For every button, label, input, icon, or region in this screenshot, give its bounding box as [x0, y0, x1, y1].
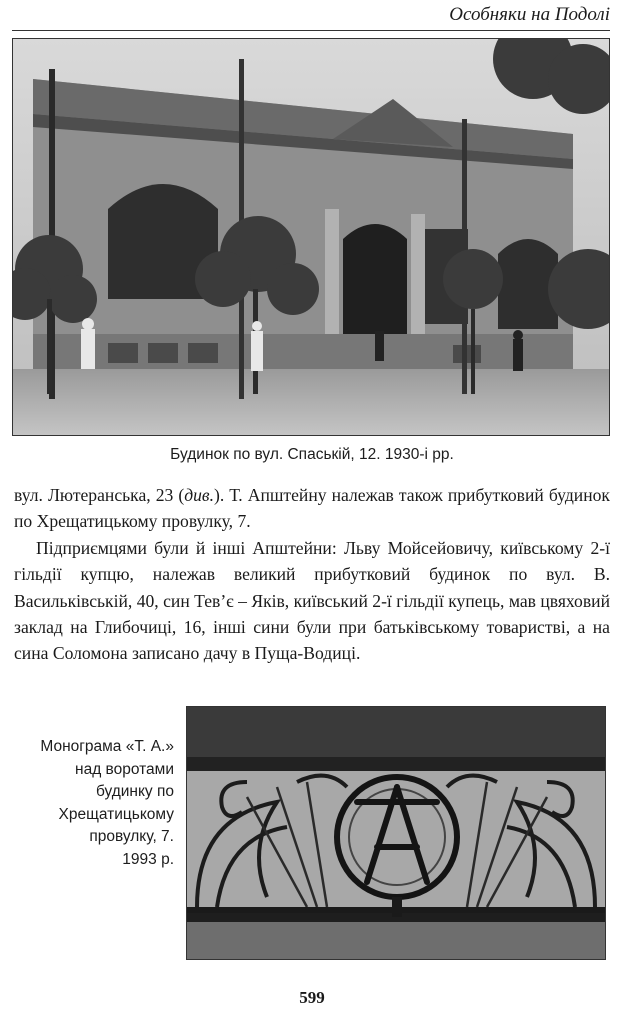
monogram-photo-drawing	[187, 707, 605, 959]
monogram-caption-line: провулку, 7.	[89, 828, 174, 845]
header-rule	[12, 30, 610, 31]
monogram-photo	[186, 706, 606, 960]
mansion-photo-drawing	[13, 39, 609, 435]
paragraph-1	[14, 482, 610, 535]
paragraph-1-start: вул. Лютеранська, 23 (	[14, 485, 185, 505]
photo-caption: Будинок по вул. Спаській, 12. 1930-і рр.	[170, 446, 454, 463]
paragraph-1-end: ). Т. Апштейну належав також прибутковий будинок по Хрещатицькому провулку, 7.	[14, 485, 610, 532]
running-header: Особняки на Подолі	[449, 4, 610, 25]
monogram-caption	[12, 736, 174, 871]
paragraph-2: Підприємцями були й інші Апштейни: Льву Мойсейовичу, київському 2-ї гільдії купцю, належав великий прибутковий будинок по вул. В. Васильківській, 40, син Тев’є – Яків, київський 2-ї гільдії купець, мав цвяховий заклад на Глибочиці, 16, інші сини були при батьківському товаристві, а на сина Соломона записано дачу в Пуща-Водиці.	[14, 537, 610, 664]
monogram-caption-line: над воротами	[75, 760, 174, 778]
mansion-photo	[12, 38, 610, 436]
page-number: 599	[299, 988, 325, 1007]
body-text	[14, 482, 610, 667]
paragraph-1-reference: див.	[184, 485, 214, 505]
monogram-caption-line: Хрещатицькому	[58, 805, 174, 823]
monogram-caption-line: Монограма «Т. А.»	[40, 738, 174, 755]
monogram-caption-line: 1993 р.	[122, 850, 174, 868]
monogram-caption-line: будинку по	[95, 783, 174, 800]
